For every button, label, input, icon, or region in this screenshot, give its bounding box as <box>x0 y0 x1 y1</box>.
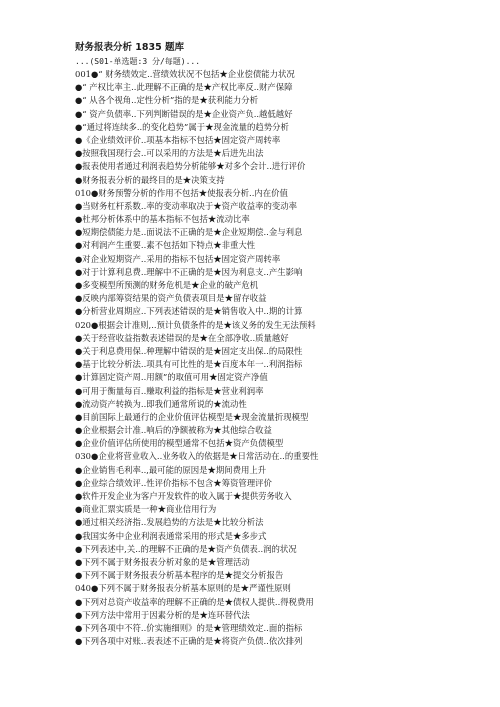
question-line: 010●财务预警分析的作用不包括★使报表分析..内在价值 <box>75 187 288 198</box>
question-line: ●下列表述中,关..的理解不正确的是★资产负债表..润的状况 <box>75 543 297 554</box>
question-line: ●“ 产权比率主..此理解不正确的是★产权比率反..财产保障 <box>75 82 293 93</box>
document-title: 财务报表分析 1835 题库 <box>75 42 185 53</box>
question-line: ●我国实务中企业利润表通常采用的形式是★多步式 <box>75 530 267 541</box>
question-line: ●企业销售毛利率..,最可能的原因是★期间费用上升 <box>75 464 267 475</box>
question-line: ●下列对总资产收益率的理解不正确的是★债权人提供..得税费用 <box>75 596 314 607</box>
question-line: ●通过相关经济指..发展趋势的方法是★比较分析法 <box>75 517 264 528</box>
question-line: ●分析营业周期应..下列表述错误的是★销售收入中..期的计算 <box>75 306 303 317</box>
question-line: ●对企业短期资产..采用的指标不包括★固定资产周转率 <box>75 253 281 264</box>
question-line: ●“通过将连续多..的变化趋势”属于★现金流量的趋势分析 <box>75 121 289 132</box>
question-line: 030●企业将营业收入..业务收入的依据是★日常活动在..的重要性 <box>75 451 319 462</box>
question-line: 040●下列不属于财务报表分析基本原则的是★严谨性原则 <box>75 583 291 594</box>
question-line: ●“ 从各个视角..定性分析”指的是★获利能力分析 <box>75 95 258 106</box>
question-line: ●对利润产生重要..素不包括如下特点★非重大性 <box>75 240 256 251</box>
question-line: ●流动资产转换为..即我们通常所说的★流动性 <box>75 398 247 409</box>
question-line: ●下列不属于财务报表分析对象的是★管理活动 <box>75 556 250 567</box>
question-line: ●企业综合绩效评..性评价指标不包含★筹资管理评价 <box>75 477 272 488</box>
section-subtitle: ...(S01-单选题:3 分/每题)... <box>75 57 201 66</box>
question-line: ●反映内部筹资结果的资产负债表项目是★留存收益 <box>75 293 267 304</box>
question-line: ●《企业绩效评价..项基本指标不包括★固定资产周转率 <box>75 134 281 145</box>
question-line: ●按照我国现行会..可以采用的方法是★后进先出法 <box>75 148 264 159</box>
question-line: ●软件开发企业为客户开发软件的收入属于★提供劳务收入 <box>75 491 292 501</box>
question-line: ●财务报表分析的最终目的是★决策支持 <box>75 174 225 185</box>
question-line: ●短期偿债能力是..面说法不正确的是★企业短期偿..金与利息 <box>75 227 303 238</box>
question-line: ●商业汇票实质是一种★商业信用行为 <box>75 504 217 515</box>
question-line: ●关于经营收益指数表述错误的是★在全部净收..质量越好 <box>75 332 289 343</box>
question-line: ●基于比较分析法..项具有可比性的是★百度本年一..利润指标 <box>75 359 303 370</box>
question-line: 001●“ 财务绩效定..营绩效状况不包括★企业偿债能力状况 <box>75 69 295 79</box>
question-line: ●可用于衡量每百..赚取利益的指标是★营业利润率 <box>75 385 264 396</box>
question-line: ●对于计算利息费..理解中不正确的是★因为利息支..产生影响 <box>75 266 303 277</box>
question-line: ●企业价值评估所使用的模型通常不包括★资产负债模型 <box>75 438 284 449</box>
question-line: ●下列各项中对账..表表述不正确的是★将资产负债..依次排列 <box>75 636 303 647</box>
question-line: ●计算固定资产周..用额”的取值可用★固定资产净值 <box>75 372 268 383</box>
question-line: ●企业根据会计准..响后的净额被称为★其他综合收益 <box>75 425 272 436</box>
question-line: ●关于利息费用保..种理解中错误的是★固定支出保..的局限性 <box>75 345 303 356</box>
question-line: ●下列各项中不符..价实施细则》的是★管理绩效定..面的指标 <box>75 622 303 633</box>
question-line: ●下列不属于财务报表分析基本程序的是★提交分析报告 <box>75 570 284 581</box>
question-line: ●多变模型所预测的财务危机是★企业的破产危机 <box>75 280 259 290</box>
question-line: ●目前国际上最通行的企业价值评估模型是★现金流量折现模型 <box>75 411 309 422</box>
question-line: ●“ 资产负债率..下列判断错误的是★企业资产负..越低越好 <box>75 108 293 119</box>
question-line: ●杜邦分析体系中的基本指标不包括★流动比率 <box>75 214 250 225</box>
question-line: 020●根据会计准则,..预计负债条件的是★该义务的发生无法预料 <box>75 319 316 330</box>
question-list <box>75 68 480 648</box>
question-line: ●当财务杠杆系数..率的变动率取决于★资产收益率的变动率 <box>75 200 298 211</box>
question-line: ●报表使用者通过利润表趋势分析能够★对多个会计..进行评价 <box>75 161 306 172</box>
question-line: ●下列方法中常用于因素分析的是★连环替代法 <box>75 609 250 620</box>
